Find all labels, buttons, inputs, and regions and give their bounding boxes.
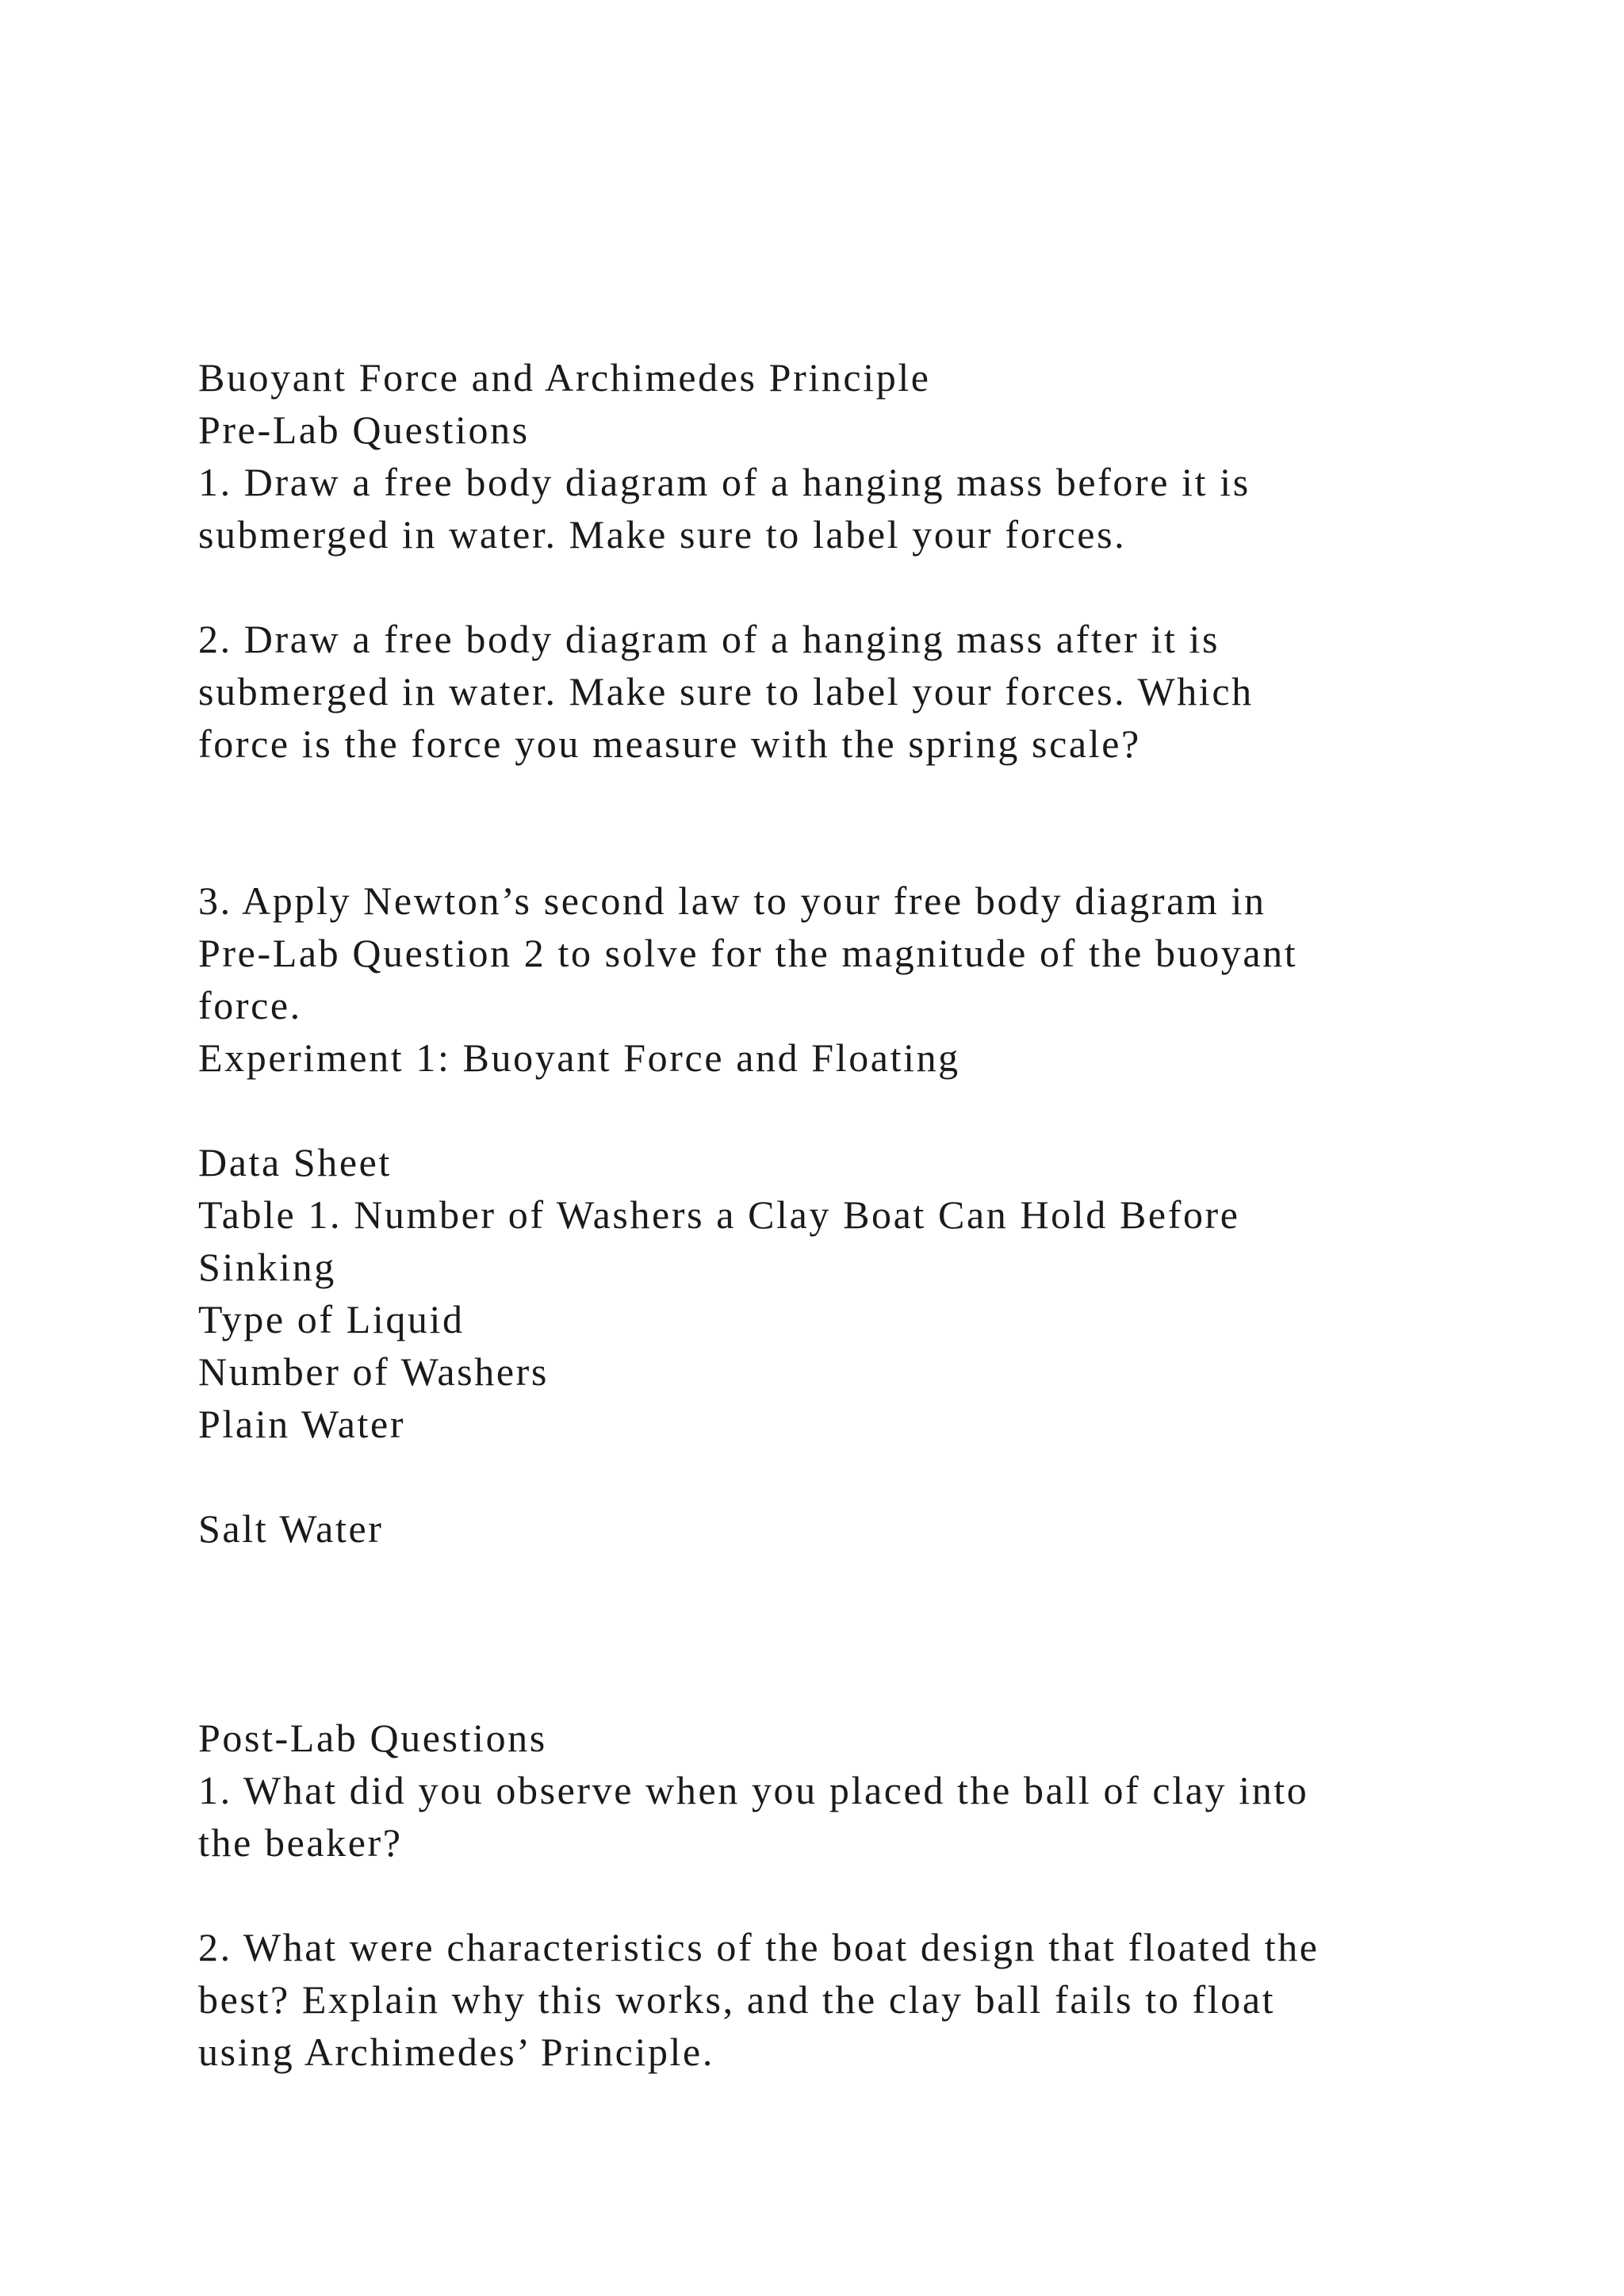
postlab-q2-line-2: best? Explain why this works, and the clay ball fails to float (198, 1977, 1276, 2022)
postlab-q1-line-1: 1. What did you observe when you placed the ball of clay into (198, 1768, 1309, 1812)
prelab-heading: Pre-Lab Questions (198, 408, 530, 452)
prelab-q2-line-1: 2. Draw a free body diagram of a hanging mass after it is (198, 617, 1220, 661)
experiment1-heading: Experiment 1: Buoyant Force and Floating (198, 1035, 960, 1080)
postlab-q1-line-2: the beaker? (198, 1820, 403, 1865)
postlab-q2-line-1: 2. What were characteristics of the boat design that floated the (198, 1925, 1320, 1969)
table1-row-salt-water: Salt Water (198, 1506, 384, 1551)
data-sheet-heading: Data Sheet (198, 1140, 392, 1184)
prelab-q3-line-3: force. (198, 983, 302, 1027)
table1-row-plain-water: Plain Water (198, 1402, 406, 1446)
prelab-q3-line-1: 3. Apply Newton’s second law to your free body diagram in (198, 878, 1266, 923)
prelab-q2-line-3: force is the force you measure with the spring scale? (198, 721, 1141, 766)
prelab-q1-line-1: 1. Draw a free body diagram of a hanging mass before it is (198, 460, 1251, 504)
postlab-q2-line-3: using Archimedes’ Principle. (198, 2030, 714, 2074)
table1-column-liquid: Type of Liquid (198, 1297, 465, 1341)
table1-column-washers: Number of Washers (198, 1349, 549, 1394)
table1-caption-line-2: Sinking (198, 1245, 336, 1289)
document-title: Buoyant Force and Archimedes Principle (198, 355, 931, 400)
table1-caption-line-1: Table 1. Number of Washers a Clay Boat Can Hold Before (198, 1192, 1240, 1237)
prelab-q3-line-2: Pre-Lab Question 2 to solve for the magnitude of the buoyant (198, 931, 1298, 975)
postlab-heading: Post-Lab Questions (198, 1716, 547, 1760)
prelab-q2-line-2: submerged in water. Make sure to label your forces. Which (198, 669, 1254, 714)
prelab-q1-line-2: submerged in water. Make sure to label your forces. (198, 512, 1127, 557)
